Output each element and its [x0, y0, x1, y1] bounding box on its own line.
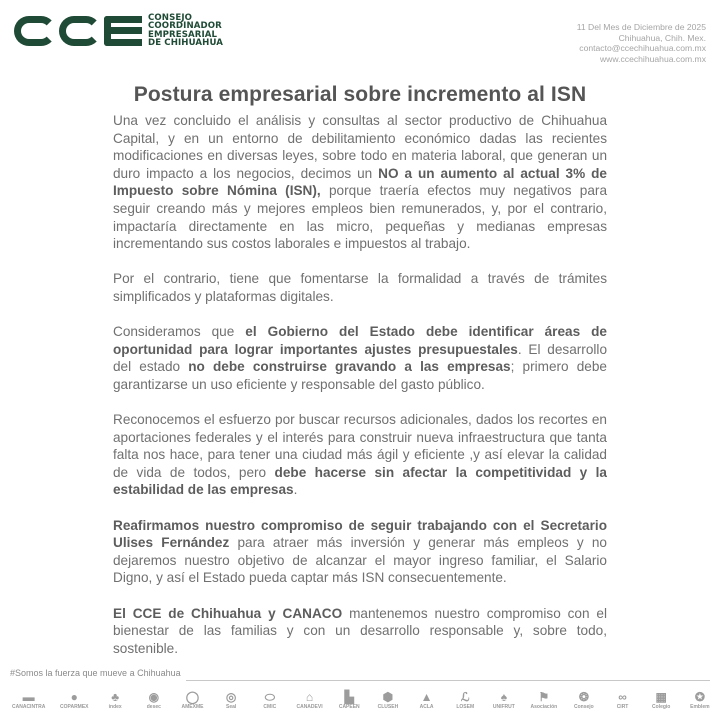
emphasis-text: NO a un aumento al actual 3% de Impuesto sobre Nómina (ISN),: [113, 165, 607, 199]
sponsor-name: Asociación: [530, 704, 558, 710]
sponsor-logo-capeen: [337, 690, 361, 710]
text-logo-icon: ▬: [22, 690, 35, 704]
grid-logo-icon: ▦: [655, 690, 667, 704]
sponsor-name: Colegio: [652, 704, 671, 710]
sponsor-logo-consejo: [572, 690, 596, 710]
footer: [0, 665, 720, 720]
footer-divider: [186, 680, 710, 681]
sponsor-logo-canacintra: [12, 690, 45, 710]
paragraph-text: para atraer más inversión y generar más empleos y no dejaremos nuestro objetivo de alcanzar el mayor ingreso familiar, el Salario Digno, y así el Estado pueda captar más ISN consecuentemente.: [113, 535, 607, 586]
sponsor-logo-colegio: [649, 690, 673, 710]
sponsor-name: desec: [146, 704, 161, 710]
sponsor-logo-amexme: [181, 690, 205, 710]
paragraph-text: . El desarrollo del estado: [113, 341, 607, 375]
building-logo-icon: ▙: [344, 690, 354, 704]
sponsor-logo-emblem: [688, 690, 712, 710]
document-date: 11 Del Mes de Diciembre de 2025: [576, 22, 706, 32]
paragraph: [113, 323, 607, 393]
seal-logo-icon: ◎: [225, 690, 237, 704]
paragraph: [113, 270, 607, 305]
apple-logo-icon: ♠: [500, 690, 508, 704]
sponsor-logo-cirt: [611, 690, 635, 710]
flag-logo-icon: ⚑: [538, 690, 550, 704]
sponsor-logo-asociaci-n: [531, 690, 558, 710]
dot-logo-icon: ◉: [148, 690, 160, 704]
sponsor-logo-coparmex: [60, 690, 89, 710]
paragraph-text: Por el contrario, tiene que fomentarse la formalidad a través de trámites simplificados y plataformas digitales.: [113, 271, 607, 304]
script-logo-icon: ℒ: [460, 690, 470, 704]
ring-logo-icon: ◯: [185, 690, 200, 704]
sponsor-name: Seal: [226, 704, 237, 710]
paragraph-text: Reconocemos el esfuerzo por buscar recursos adicionales, dados los recortes en aportaciones federales y el interés para construir nueva infraestructura que tanta falta nos hace, para tener una ciudad más ágil y eficiente ,y así elevar la calidad de vida de todos, pero: [113, 412, 607, 480]
sponsor-logo-acla: [415, 690, 439, 710]
paragraph-text: .: [293, 482, 298, 498]
paragraph-text: Consideramos que: [113, 324, 246, 340]
emblem-icon: ●: [70, 690, 78, 704]
sponsor-name: CLUSEH: [377, 704, 399, 710]
emphasis-text: el Gobierno del Estado debe identificar áreas de oportunidad para lograr importantes ajustes presupuestales: [113, 324, 607, 357]
paragraph: [113, 411, 607, 499]
paragraph: [113, 605, 607, 658]
badge-logo-icon: ⬢: [382, 690, 394, 704]
location: Chihuahua, Chih. Mex.: [618, 32, 706, 43]
roof-logo-icon: ⌂: [305, 690, 314, 704]
emphasis-text: debe hacerse sin afectar la competitividad y la estabilidad de las empresas: [113, 464, 607, 498]
cce-logo: [14, 14, 223, 48]
sponsor-name: Consejo: [574, 704, 594, 710]
sponsor-logo-desec: [142, 690, 166, 710]
round-seal-logo-icon: ✪: [694, 690, 705, 704]
sponsor-name: ACLA: [419, 704, 434, 710]
contact-email[interactable]: contacto@ccechihuahua.com.mx: [579, 43, 706, 53]
logo-wordmark: CONSEJO COORDINADOR EMPRESARIAL DE CHIHUAHUA: [148, 13, 224, 49]
letterhead: [0, 0, 720, 70]
triangle-logo-icon: ▲: [420, 690, 433, 704]
sponsor-name: LOSEM: [456, 704, 475, 710]
sponsor-name: COPARMEX: [60, 704, 89, 710]
website-link[interactable]: www.ccechihuahua.com.mx: [599, 53, 706, 64]
emphasis-text: Reafirmamos nuestro compromiso de seguir trabajando con el Secretario Ulises Fernández: [113, 517, 607, 551]
document-body: [113, 112, 607, 675]
tree-logo-icon: ♣: [111, 690, 120, 704]
sponsor-logo-cmic: [258, 690, 282, 710]
sponsor-name: CAPEEN: [338, 704, 360, 710]
sponsor-name: CANACINTRA: [12, 704, 46, 710]
paragraph-text: Una vez concluido el análisis y consultas al sector productivo de Chihuahua Capital, y en un entorno de debilitamiento económico dadas las recientes modificaciones en diversas leyes, sobre todo en materia laboral, que generan un duro impacto a los negocios, decimos un: [113, 113, 607, 181]
cluster-logo-icon: ❂: [578, 690, 589, 704]
sponsor-logo-cluseh: [376, 690, 400, 710]
paragraph-text: ; primero debe garantizarse un uso eficiente y responsable del gasto público.: [113, 359, 607, 392]
sponsor-logos: [12, 685, 712, 715]
logo-letter-c2: [59, 16, 101, 46]
emphasis-text: El CCE de Chihuahua y CANACO: [113, 605, 343, 621]
logo-letter-e: [104, 16, 142, 46]
rings-logo-icon: ∞: [618, 690, 627, 704]
sponsor-logo-canadevi: [296, 690, 322, 710]
sponsor-logo-losem: [453, 690, 477, 710]
sponsor-name: AMEXME: [181, 704, 204, 710]
contact-block: [577, 22, 706, 64]
oval-logo-icon: ⬭: [264, 690, 275, 704]
sponsor-logo-index: [103, 690, 127, 710]
sponsor-name: CMIC: [263, 704, 277, 710]
logo-letter-c1: [14, 16, 56, 46]
emphasis-text: no debe construirse gravando a las empresas: [188, 359, 511, 375]
sponsor-name: CANADEVI: [296, 704, 323, 710]
paragraph: [113, 517, 607, 587]
sponsor-name: Emblem: [690, 704, 710, 710]
paragraph-text: mantenemos nuestro compromiso con el bienestar de las familias y con un desarrollo responsable y, sobre todo, sostenible.: [113, 605, 607, 656]
paragraph: [113, 112, 607, 253]
sponsor-name: index: [108, 704, 122, 710]
sponsor-name: UNIFRUT: [492, 704, 515, 710]
sponsor-logo-seal: [219, 690, 243, 710]
cce-logo-mark: [14, 16, 142, 46]
document-title: Postura empresarial sobre incremento al ISN: [133, 83, 587, 106]
slogan: #Somos la fuerza que mueve a Chihuahua: [10, 668, 181, 678]
sponsor-name: CIRT: [616, 704, 629, 710]
sponsor-logo-unifrut: [492, 690, 516, 710]
paragraph-text: porque traería efectos muy negativos para seguir creando más y mejores empleos bien remunerados, y, por el contrario, impactaría directamente en las micro, pequeñas y medianas empresas incrementando sus costos laborales e impuestos al trabajo.: [113, 183, 608, 252]
